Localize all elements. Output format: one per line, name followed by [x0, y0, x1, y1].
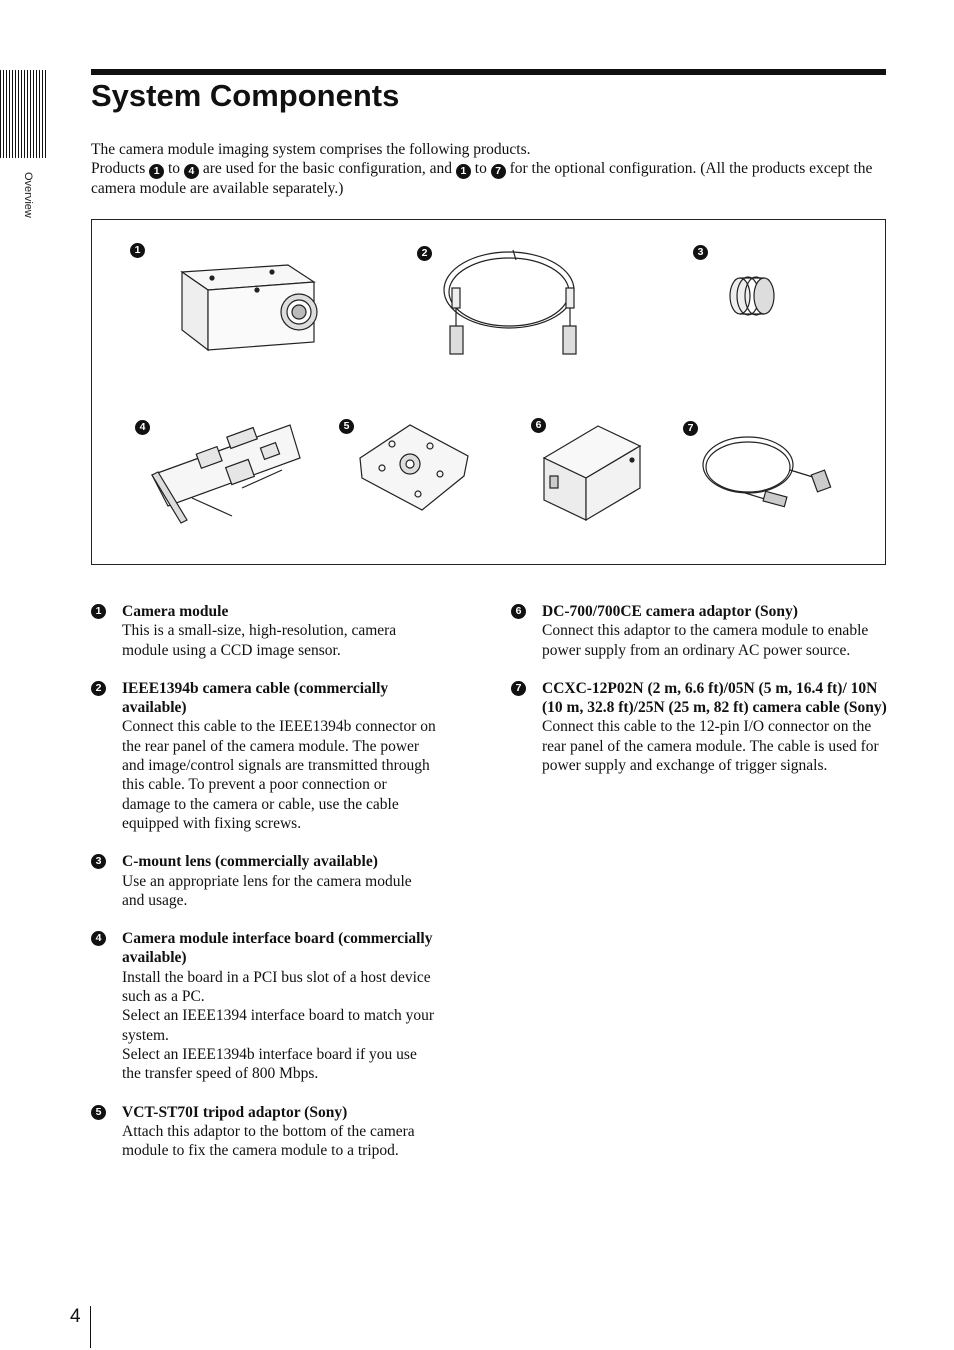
intro-text: are used for the basic configuration, and — [202, 160, 453, 178]
list-item — [91, 679, 437, 833]
item-title: Camera module interface board (commercially available) — [122, 930, 433, 967]
list-item — [91, 852, 437, 910]
figure-badge-5: 5 — [339, 419, 354, 434]
item-description: Install the board in a PCI bus slot of a host device such as a PC. Select an IEEE1394 interface board to match your system. Select an IEEE1394b interface board if you use the transfer speed of 800 Mbps. — [122, 968, 435, 1083]
component-list-right — [511, 602, 887, 794]
item-title: C-mount lens (commercially available) — [122, 853, 378, 871]
intro-text: Products — [91, 160, 146, 178]
figure-badge-6: 6 — [531, 418, 546, 433]
item-number-badge: 4 — [91, 931, 106, 946]
item-number-badge: 1 — [91, 604, 106, 619]
badge-1: 1 — [456, 164, 471, 179]
badge-1: 1 — [149, 164, 164, 179]
item-description: Connect this cable to the 12-pin I/O connector on the rear panel of the camera module. The cable is used for power supply and exchange of trigger signals. — [542, 718, 879, 775]
list-item — [511, 602, 887, 660]
ieee1394b-cable-illustration — [444, 250, 576, 354]
item-description: Connect this adaptor to the camera module to enable power supply from an ordinary AC power source. — [542, 622, 869, 659]
page-number: 4 — [70, 1306, 81, 1327]
figure-badge-4: 4 — [135, 420, 150, 435]
intro-text: to — [474, 160, 487, 178]
figure-badge-1: 1 — [130, 243, 145, 258]
camera-adaptor-illustration — [544, 426, 640, 520]
title-rule — [91, 69, 886, 75]
camera-module-illustration — [182, 265, 317, 350]
list-item — [511, 679, 887, 775]
badge-7: 7 — [491, 164, 506, 179]
item-title: VCT-ST70I tripod adaptor (Sony) — [122, 1103, 348, 1121]
item-number-badge: 7 — [511, 681, 526, 696]
item-number-badge: 2 — [91, 681, 106, 696]
components-figure — [91, 219, 886, 565]
figure-badge-7: 7 — [683, 421, 698, 436]
figure-badge-3: 3 — [693, 245, 708, 260]
intro-line-2 — [91, 159, 887, 198]
intro-text: for the optional configuration. (All the products except the camera module are available separately.) — [91, 160, 873, 198]
intro-paragraph — [91, 140, 887, 199]
page-title: System Components — [91, 78, 400, 113]
intro-line-1: The camera module imaging system comprises the following products. — [91, 141, 531, 158]
badge-4: 4 — [184, 164, 199, 179]
item-number-badge: 3 — [91, 854, 106, 869]
figure-badge-2: 2 — [417, 246, 432, 261]
page-number-rule — [90, 1306, 91, 1348]
item-description: Connect this cable to the IEEE1394b connector on the rear panel of the camera module. The power and image/control signals are transmitted through this cable. To prevent a poor connection or damage to the camera or cable, use the cable equipped with fixing screws. — [122, 718, 436, 832]
item-number-badge: 5 — [91, 1105, 106, 1120]
item-description: Attach this adaptor to the bottom of the camera module to fix the camera module to a tripod. — [122, 1122, 415, 1160]
section-tab-stripes — [0, 70, 47, 158]
interface-board-illustration — [152, 425, 300, 523]
ccxc-cable-illustration — [703, 437, 831, 507]
components-illustration — [92, 220, 885, 564]
item-title: CCXC-12P02N (2 m, 6.6 ft)/05N (5 m, 16.4 ft)/ 10N (10 m, 32.8 ft)/25N (25 m, 82 ft) camera cable (Sony) — [542, 679, 887, 717]
item-title: Camera module — [122, 603, 229, 620]
list-item — [91, 602, 437, 660]
tripod-adaptor-illustration — [360, 425, 468, 510]
section-tab-label: Overview — [22, 172, 34, 218]
item-number-badge: 6 — [511, 604, 526, 619]
item-description: Use an appropriate lens for the camera module and usage. — [122, 872, 412, 909]
list-item — [91, 929, 437, 1083]
component-list-left — [91, 602, 437, 1179]
list-item — [91, 1103, 437, 1161]
item-title: DC-700/700CE camera adaptor (Sony) — [542, 603, 798, 620]
item-title: IEEE1394b camera cable (commercially available) — [122, 679, 389, 717]
c-mount-lens-illustration — [730, 277, 774, 315]
intro-text: to — [168, 160, 181, 178]
item-description: This is a small-size, high-resolution, camera module using a CCD image sensor. — [122, 622, 397, 659]
